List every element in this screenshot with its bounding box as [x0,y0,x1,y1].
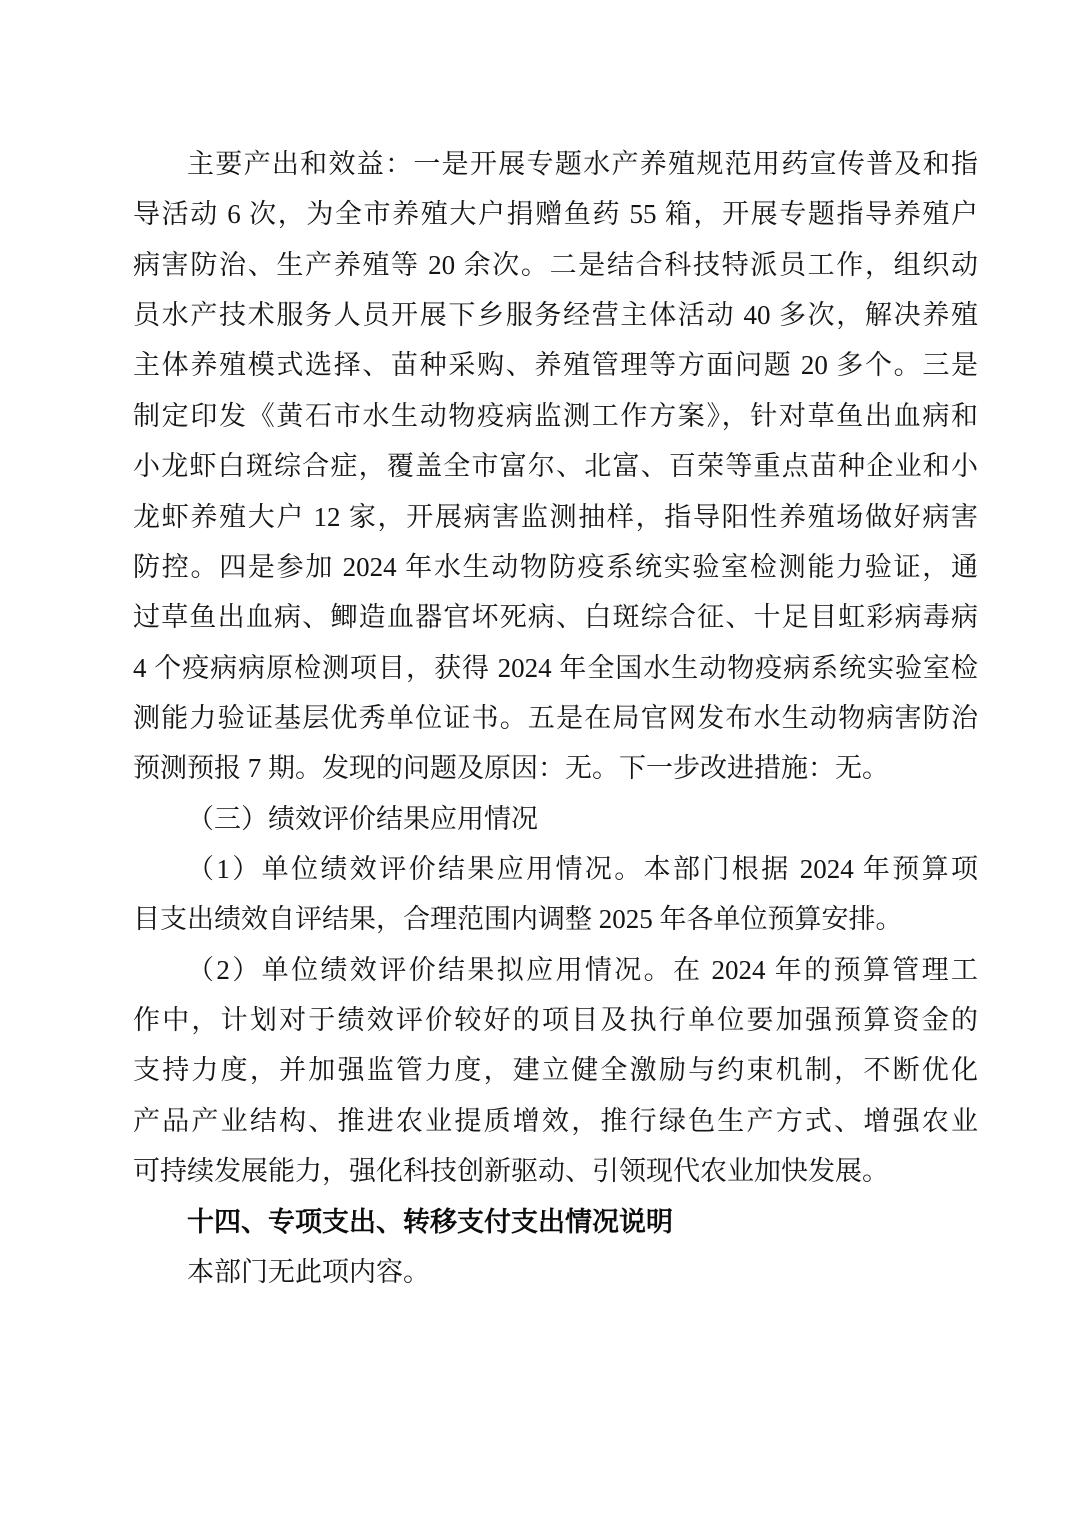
paragraph-line: 制定印发《黄石市水生动物疫病监测工作方案》，针对草鱼出血病和 [133,400,978,431]
paragraph-line: 龙虾养殖大户 12 家，开展病害监测抽样，指导阳性养殖场做好病害 [133,501,978,532]
paragraph-line: 作中，计划对于绩效评价较好的项目及执行单位要加强预算资金的 [133,1005,978,1036]
paragraph-line: 主体养殖模式选择、苗种采购、养殖管理等方面问题 20 多个。三是 [133,350,978,381]
paragraph-line: 防控。四是参加 2024 年水生动物防疫系统实验室检测能力验证，通 [133,551,978,582]
paragraph-line: 目支出绩效自评结果，合理范围内调整 2025 年各单位预算安排。 [133,904,903,935]
paragraph-line: （1）单位绩效评价结果应用情况。本部门根据 2024 年预算项 [187,854,978,885]
paragraph-line: 过草鱼出血病、鲫造血器官坏死病、白斑综合征、十足目虹彩病毒病 [133,602,978,633]
section-heading: 十四、专项支出、转移支付支出情况说明 [187,1206,673,1237]
paragraph-line: 员水产技术服务人员开展下乡服务经营主体活动 40 多次，解决养殖 [133,300,978,331]
paragraph-line: 本部门无此项内容。 [187,1256,430,1287]
subsection-heading: （三）绩效评价结果应用情况 [187,803,538,834]
paragraph-line: 病害防治、生产养殖等 20 余次。二是结合科技特派员工作，组织动 [133,249,978,280]
paragraph-line: 导活动 6 次，为全市养殖大户捐赠鱼药 55 箱，开展专题指导养殖户 [133,199,978,230]
paragraph-line: 4 个疫病病原检测项目，获得 2024 年全国水生动物疫病系统实验室检 [133,652,978,683]
paragraph-line: 可持续发展能力，强化科技创新驱动、引领现代农业加快发展。 [133,1156,889,1187]
paragraph-line: 测能力验证基层优秀单位证书。五是在局官网发布水生动物病害防治 [133,702,978,733]
paragraph-line: 小龙虾白斑综合症，覆盖全市富尔、北富、百荣等重点苗种企业和小 [133,451,978,482]
paragraph-line: 主要产出和效益：一是开展专题水产养殖规范用药宣传普及和指 [187,149,978,179]
paragraph-line: 产品产业结构、推进农业提质增效，推行绿色生产方式、增强农业 [133,1105,978,1136]
document-text-block [133,139,978,1297]
paragraph-line: 预测预报 7 期。发现的问题及原因：无。下一步改进措施：无。 [133,753,889,784]
paragraph-line: 支持力度，并加强监管力度，建立健全激励与约束机制，不断优化 [133,1055,978,1086]
paragraph-line: （2）单位绩效评价结果拟应用情况。在 2024 年的预算管理工 [187,954,978,985]
